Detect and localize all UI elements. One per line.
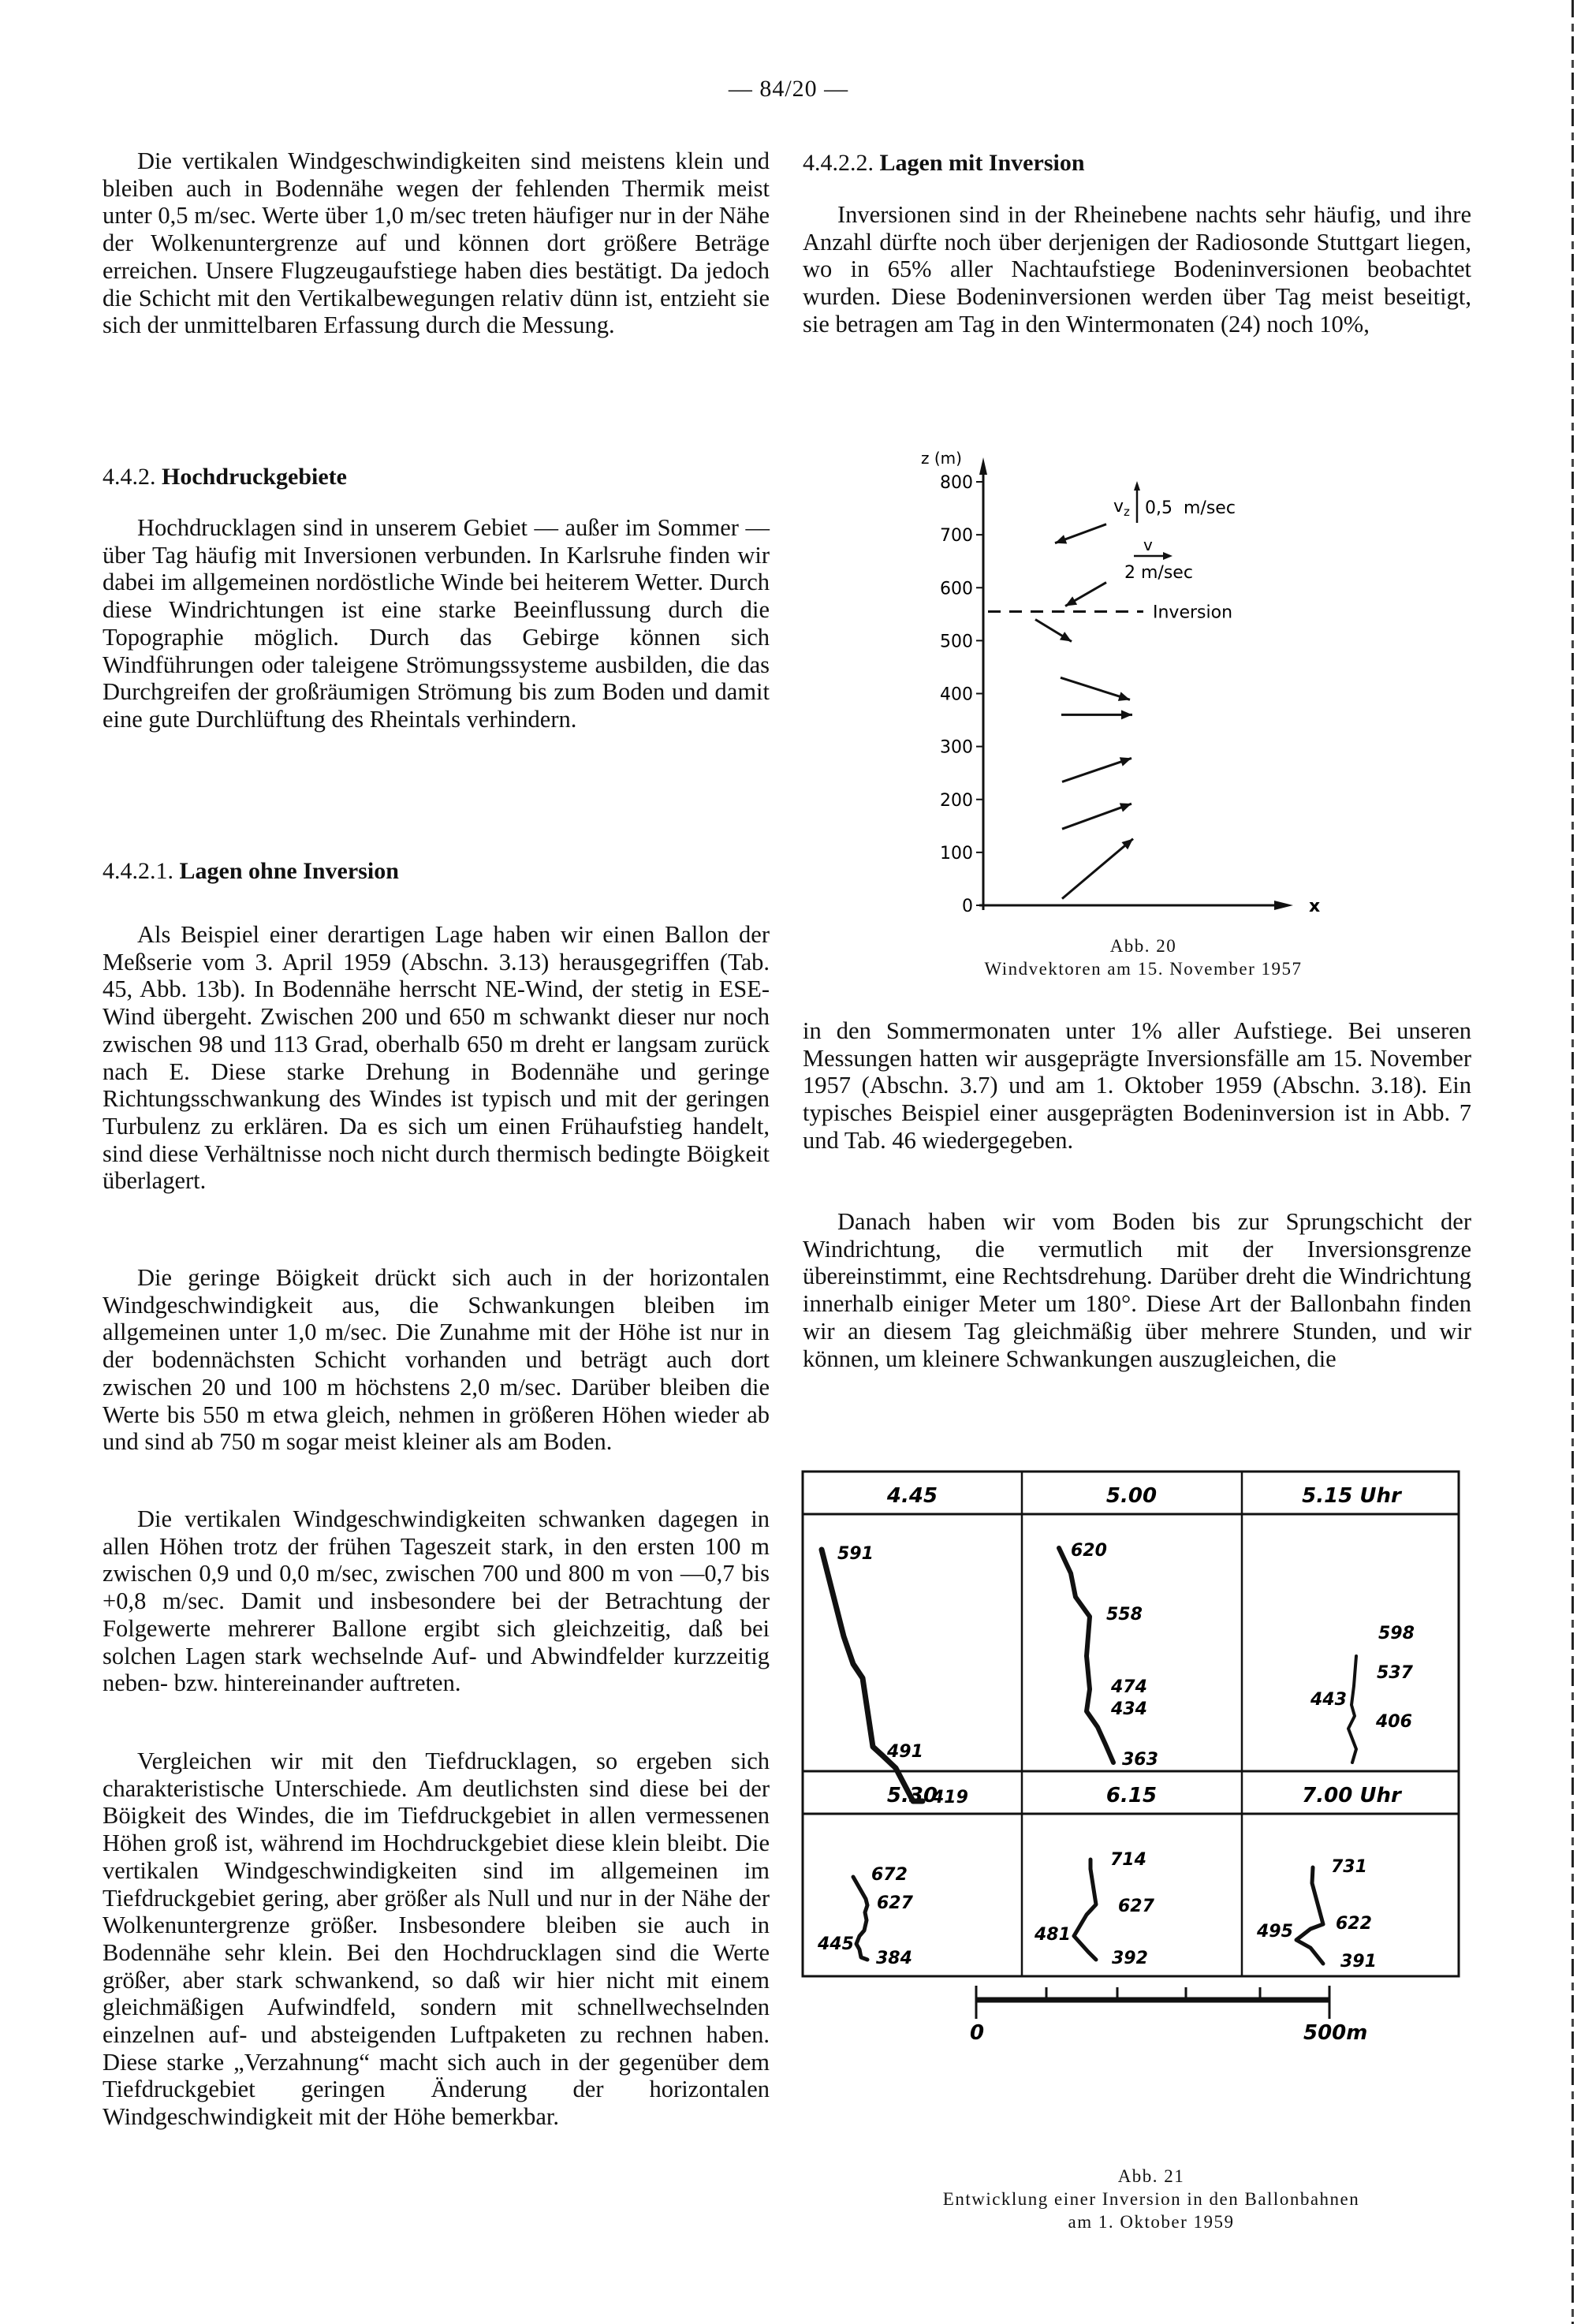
height-label: 495 xyxy=(1257,1922,1293,1942)
panel-time: 5.00 xyxy=(1105,1484,1158,1508)
paragraph: Die vertikalen Windgeschwindigkeiten schwanken dagegen in allen Höhen trotz der frühen Tageszeit stark, in den ersten 100 m zwischen 0,9 und 0,0 m/sec, zwischen 700 und 800 m von —0,7 bis +0,8 m/sec. Damit und insbesondere bei der Betrachtung der Folgewerte mehrerer Ballone ergibt sich gleichzeitig, daß bei solchen Lagen stark wechselnde Auf- und Abwindfelder kurzzeitig neben- bzw. hintereinander auftreten. xyxy=(103,1505,770,1697)
legend-vertical xyxy=(1113,481,1236,523)
height-label: 443 xyxy=(1310,1690,1347,1710)
scale-end: 500m xyxy=(1303,2021,1368,2045)
section-4-4-2 xyxy=(103,464,770,491)
height-label: 714 xyxy=(1110,1850,1146,1870)
paragraph: Hochdrucklagen sind in unserem Gebiet — außer im Sommer — über Tag häufig mit Inversionen verbunden. In Karlsruhe finden wir dabei im allgemeinen nordöstliche Winde bei heiterem Wetter. Durch diese Windrichtungen ist eine starke Beeinflussung durch die Topographie möglich. Durch das Gebirge können sich Windführungen oder taleigene Strömungssysteme ausbilden, die das Durchgreifen der großräumigen Strömung bis zum Boden und damit eine gute Durchlüftung des Rheintals verhindern. xyxy=(103,514,770,733)
balloon-track xyxy=(822,1550,923,1801)
height-label: 474 xyxy=(1111,1677,1147,1697)
height-labels xyxy=(817,1541,1415,1971)
x-axis-arrowhead xyxy=(1274,901,1293,910)
height-label: 622 xyxy=(1336,1914,1372,1934)
left-paragraph-5 xyxy=(103,1505,770,1697)
wind-vector-arrowhead xyxy=(1055,535,1067,543)
legend-v-value: 2 m/sec xyxy=(1124,563,1193,583)
inversion-label: Inversion xyxy=(1153,602,1233,623)
caption-date: am 1. Oktober 1959 xyxy=(1068,2212,1235,2232)
wind-vector xyxy=(1062,804,1131,829)
panel-time: 6.15 xyxy=(1105,1784,1158,1807)
caption-text: Windvektoren am 15. November 1957 xyxy=(984,959,1303,979)
paragraph: Inversionen sind in der Rheinebene nachts sehr häufig, und ihre Anzahl dürfte noch über derjenigen der Radiosonde Stuttgart liegen, wo in 65% aller Nachtaufstiege Bodeninversionen beobachtet wurden. Diese Bodeninversionen werden über Tag meist beseitigt, sie betragen am Tag in den Wintermonaten (24) noch 10%, xyxy=(803,201,1471,338)
height-label: 591 xyxy=(837,1544,874,1564)
y-tick-label: 400 xyxy=(940,685,973,705)
paragraph: Die geringe Böigkeit drückt sich auch in der horizontalen Windgeschwindigkeit aus, die Schwankungen bleiben im allgemeinen unter 1,0 m/sec. Die Zunahme mit der Höhe ist nur in der bodennächsten Schicht vorhanden und beträgt auch dort zwischen 20 und 100 m höchstens 2,0 m/sec. Darüber bleiben die Werte bis 550 m etwa gleich, nehmen in größeren Höhen wieder ab und sind ab 750 m sogar meist kleiner als am Boden. xyxy=(103,1264,770,1456)
section-heading xyxy=(103,464,770,491)
height-label: 392 xyxy=(1112,1949,1148,1968)
right-paragraph-2 xyxy=(803,1017,1471,1155)
balloon-track xyxy=(1074,1860,1096,1960)
figure-20-caption xyxy=(907,934,1380,980)
height-label: 419 xyxy=(932,1788,968,1807)
figure-20-wind-vectors xyxy=(907,426,1380,978)
height-label: 481 xyxy=(1035,1925,1071,1945)
paragraph: in den Sommermonaten unter 1% aller Aufstiege. Bei unseren Messungen hatten wir ausgeprägte Inversionsfälle am 15. November 1957 (Abschn. 3.7) und am 1. Oktober 1959 (Abschn. 3.18). Ein typisches Beispiel einer ausgeprägten Bodeninversion ist in Abb. 7 und Tab. 46 wiedergegeben. xyxy=(803,1017,1471,1154)
y-tick-label: 300 xyxy=(940,737,973,758)
scale-bar xyxy=(970,1986,1367,2045)
section-4-4-2-2 xyxy=(803,150,1471,177)
left-paragraph-3 xyxy=(103,921,770,1195)
panel-time: 5.30 xyxy=(886,1784,938,1807)
right-paragraph-1 xyxy=(803,201,1471,338)
y-tick-label: 700 xyxy=(940,526,973,546)
height-label: 445 xyxy=(818,1934,854,1954)
fig20-ticks xyxy=(940,473,983,916)
section-title: Hochdruckgebiete xyxy=(162,464,347,490)
caption-text: Entwicklung einer Inversion in den Ballonbahnen xyxy=(942,2189,1360,2209)
figure-21-caption xyxy=(836,2165,1467,2233)
y-tick-label: 500 xyxy=(940,632,973,652)
wind-vector-arrowhead xyxy=(1120,803,1131,811)
caption-number: Abb. 20 xyxy=(1109,936,1177,956)
height-label: 620 xyxy=(1071,1541,1107,1561)
wind-vector-arrowhead xyxy=(1120,757,1131,766)
height-label: 406 xyxy=(1376,1712,1412,1732)
y-tick-label: 100 xyxy=(940,843,973,864)
height-label: 363 xyxy=(1122,1750,1158,1770)
scan-edge-border xyxy=(1571,0,1574,2324)
y-tick-label: 600 xyxy=(940,579,973,599)
section-title: Lagen ohne Inversion xyxy=(179,858,399,884)
height-label: 384 xyxy=(876,1949,912,1968)
fig20-vectors xyxy=(1035,524,1133,899)
height-label: 391 xyxy=(1340,1952,1377,1971)
panel-time: 5.15 Uhr xyxy=(1302,1484,1401,1508)
left-paragraph-1 xyxy=(103,147,770,339)
section-number: 4.4.2.2. xyxy=(803,150,874,176)
paragraph: Die vertikalen Windgeschwindigkeiten sind meistens klein und bleiben auch in Bodennähe wegen der fehlenden Thermik meist unter 0,5 m/sec. Werte über 1,0 m/sec treten häufiger nur in der Nähe der Wolkenuntergrenze auf und können dort größere Beträge erreichen. Unsere Flugzeugaufstiege haben dies bestätigt. Da jedoch die Schicht mit den Vertikalbewegungen relativ dünn ist, entzieht sie sich der unmittelbaren Erfassung durch die Messung. xyxy=(103,147,770,339)
height-label: 627 xyxy=(1118,1897,1154,1916)
panel-time: 7.00 Uhr xyxy=(1302,1784,1401,1807)
height-label: 598 xyxy=(1378,1624,1415,1643)
panel-time: 4.45 xyxy=(886,1484,938,1508)
section-title: Lagen mit Inversion xyxy=(879,150,1085,176)
balloon-track xyxy=(1059,1548,1113,1763)
left-paragraph-4 xyxy=(103,1264,770,1456)
x-axis-label: x xyxy=(1309,897,1321,916)
section-number: 4.4.2.1. xyxy=(103,858,173,884)
fig20-axes xyxy=(979,457,1293,910)
scale-start: 0 xyxy=(970,2021,985,2045)
height-label: 434 xyxy=(1111,1699,1147,1719)
left-paragraph-6 xyxy=(103,1748,770,2131)
figure-21-balloon-tracks xyxy=(796,1467,1506,2121)
height-label: 627 xyxy=(877,1893,913,1913)
paragraph: Vergleichen wir mit den Tiefdrucklagen, so ergeben sich charakteristische Unterschiede. Am deutlichsten sind diese bei der Böigkeit des Windes, die im Tiefdruckgebiet in allen vermessenen Höhen groß ist, während im Hochdruckgebiet diese klein bleibt. Die vertikalen Windgeschwindigkeiten sind im allgemeinen im Tiefdruckgebiet gering, aber größer als Null und nur in der Nähe der Wolkenuntergrenze größer. Insbesondere bleiben sie auch in Bodennähe sehr klein. Bei den Hochdrucklagen sind die Werte größer, aber stark schwankend, so daß wir hier nicht mit einem gleichmäßigen Aufwindfeld, sondern mit schnellwechselnden einzelnen auf- und absteigenden Luftpaketen zu rechnen haben. Diese starke „Verzahnung“ macht sich auch in der gegenüber dem Tiefdruckgebiet geringen Änderung der horizontalen Windgeschwindigkeit mit der Höhe bemerkbar. xyxy=(103,1748,770,2131)
y-tick-label: 0 xyxy=(962,897,973,916)
height-label: 731 xyxy=(1331,1857,1367,1877)
paragraph: Danach haben wir vom Boden bis zur Sprungschicht der Windrichtung, die vermutlich mit der Inversionsgrenze übereinstimmt, eine Rechtsdrehung. Darüber dreht die Windrichtung innerhalb einiger Meter um 180°. Diese Art der Ballonbahn finden wir an diesem Tag gleichmäßig über mehrere Stunden, und wir können, um kleinere Schwankungen auszugleichen, die xyxy=(803,1208,1471,1372)
height-label: 558 xyxy=(1106,1605,1143,1625)
section-heading xyxy=(803,150,1471,177)
height-label: 491 xyxy=(887,1742,923,1762)
legend-vz-value: 0,5 m/sec xyxy=(1145,498,1236,518)
left-paragraph-2 xyxy=(103,514,770,733)
balloon-track xyxy=(1296,1867,1323,1964)
inversion-line xyxy=(988,602,1232,622)
page-number: — 84/20 — xyxy=(728,76,849,102)
wind-vector-arrowhead xyxy=(1121,710,1132,719)
y-axis-label: z (m) xyxy=(921,449,962,468)
y-tick-label: 800 xyxy=(940,473,973,493)
wind-vector-arrowhead xyxy=(1118,692,1130,700)
balloon-track xyxy=(853,1877,867,1960)
caption-number: Abb. 21 xyxy=(1117,2166,1185,2186)
y-axis-arrowhead xyxy=(979,457,987,475)
balloon-track xyxy=(1348,1656,1356,1763)
legend-vz-symbol: $v_z$ xyxy=(1113,497,1130,519)
legend-horizontal xyxy=(1124,535,1193,583)
wind-vector xyxy=(1062,839,1133,899)
height-label: 672 xyxy=(871,1865,908,1885)
y-tick-label: 200 xyxy=(940,790,973,811)
right-paragraph-3 xyxy=(803,1208,1471,1372)
section-4-4-2-1 xyxy=(103,858,770,886)
height-label: 537 xyxy=(1377,1663,1413,1683)
section-heading xyxy=(103,858,770,886)
legend-v-symbol: v xyxy=(1143,535,1153,554)
paragraph: Als Beispiel einer derartigen Lage haben wir einen Ballon der Meßserie vom 3. April 1959 (Abschn. 3.13) herausgegriffen (Tab. 45, Abb. 13b). In Bodennähe herrscht NE-Wind, der stetig in ESE-Wind übergeht. Zwischen 200 und 650 m schwankt dieser nur noch zwischen 98 und 113 Grad, oberhalb 650 m dreht er langsam zurück nach E. Diese starke Drehung in Bodennähe und geringe Richtungsschwankung des Windes ist typisch und mit der geringen Turbulenz zu erklären. Da es sich um einen Frühaufstieg handelt, sind diese Verhältnisse noch nicht durch thermisch bedingte Böigkeit überlagert. xyxy=(103,921,770,1195)
section-number: 4.4.2. xyxy=(103,464,156,490)
